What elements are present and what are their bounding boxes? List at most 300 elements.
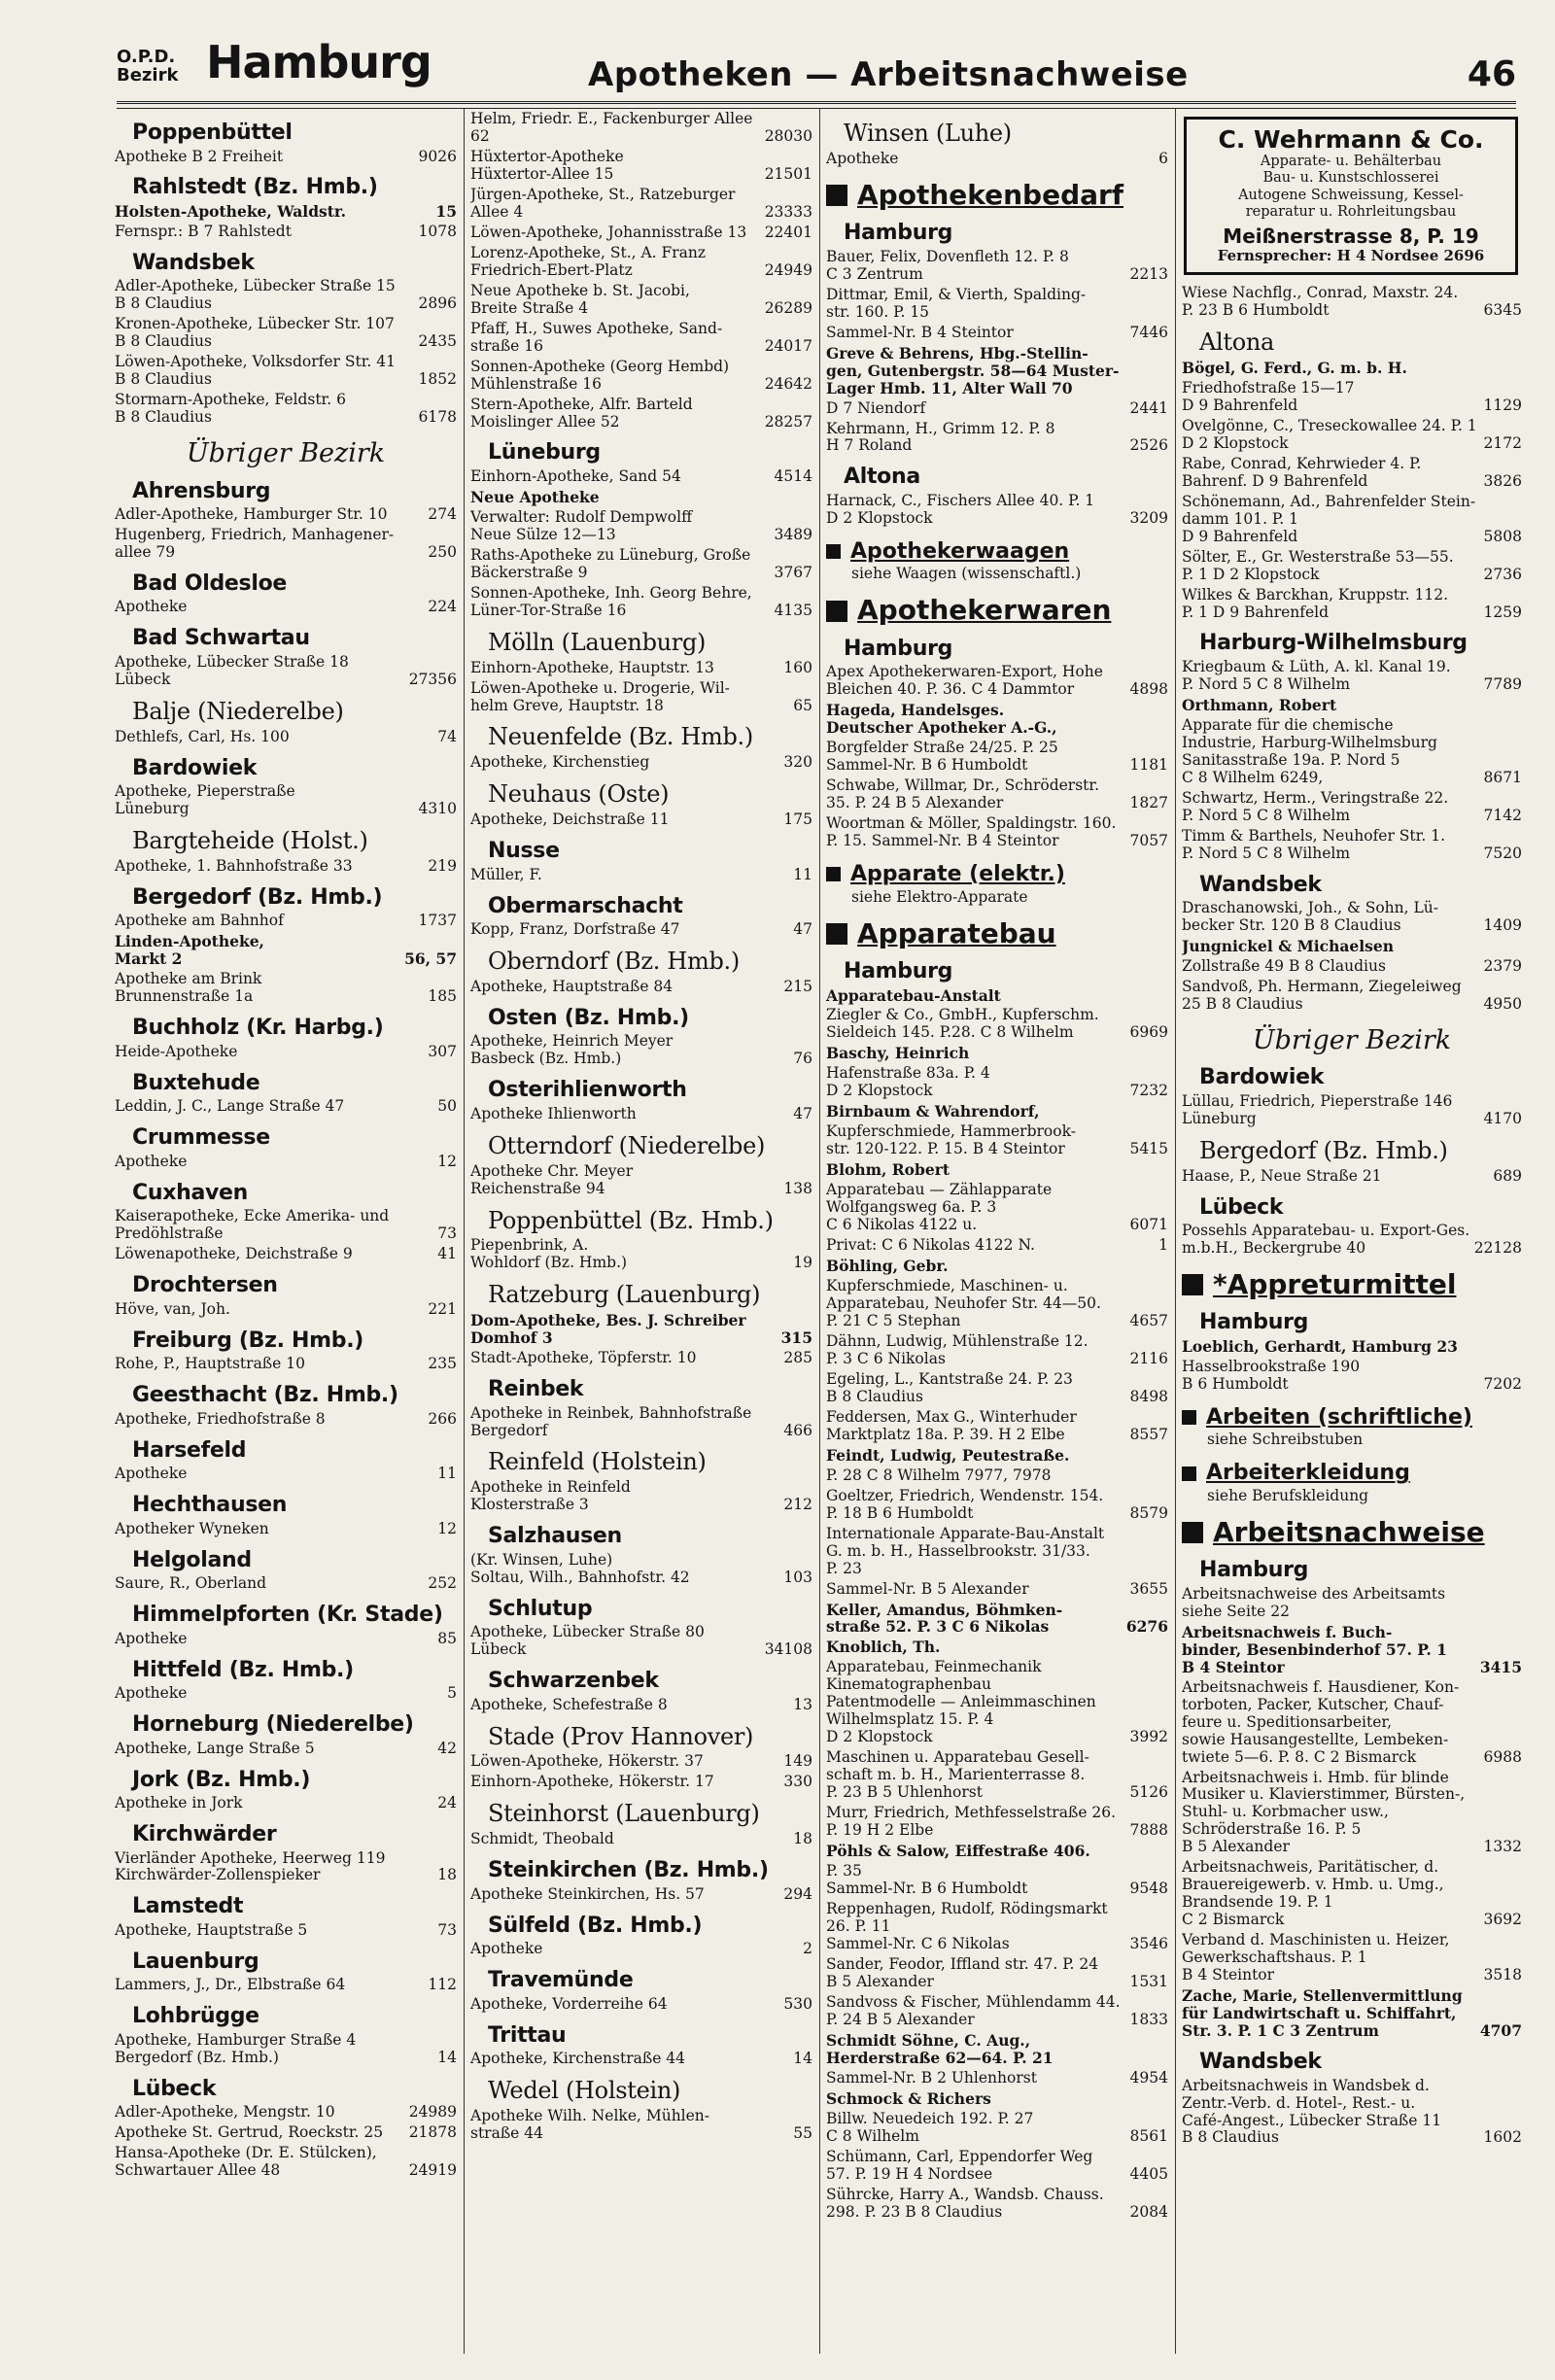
phone-number: 18 — [793, 1830, 812, 1848]
phone-number: 7520 — [1483, 844, 1522, 862]
phone-number: 4707 — [1479, 2021, 1522, 2041]
place-heading: Steinkirchen (Bz. Hmb.) — [488, 1858, 769, 1883]
phone-number: 3992 — [1129, 1728, 1168, 1746]
entry-text: D 7 Niendorf — [826, 398, 926, 417]
phone-number: 250 — [428, 542, 457, 561]
entry-text: Dittmar, Emil, & Vierth, Spalding- str. 160. P. 15 — [826, 285, 1087, 321]
directory-entry — [826, 1447, 1168, 1465]
directory-entry — [115, 2032, 457, 2067]
phone-number: 307 — [428, 1042, 457, 1060]
entry-text: Apotheke, Friedhofstraße 8 — [115, 1409, 326, 1428]
directory-entry — [1182, 1932, 1522, 1984]
directory-entry — [1182, 828, 1522, 863]
place-heading: Mölln (Lauenburg) — [488, 628, 707, 656]
place-heading: Lübeck — [1199, 1194, 1284, 1220]
phone-number: 14 — [793, 2050, 812, 2068]
directory-entry — [470, 224, 812, 242]
phone-number: 24989 — [408, 2103, 457, 2121]
category-heading — [826, 918, 1168, 949]
city-title: Hamburg — [206, 36, 432, 88]
place-heading: Neuhaus (Oste) — [488, 780, 670, 809]
directory-entry — [115, 1246, 457, 1263]
directory-entry — [826, 1371, 1168, 1406]
phone-number: 8498 — [1129, 1387, 1168, 1405]
phone-number: 73 — [437, 1224, 457, 1243]
directory-entry — [115, 1411, 457, 1429]
entry-text: Lüllau, Friedrich, Pieperstraße 146 Lüneburg — [1182, 1091, 1453, 1127]
entry-text: Stern-Apotheke, Alfr. Barteld Moislinger Allee 52 — [470, 395, 693, 431]
phone-number: 22401 — [764, 223, 812, 241]
phone-number: 47 — [793, 920, 812, 939]
directory-entry — [826, 1467, 1168, 1485]
place-heading: Horneburg (Niederelbe) — [132, 1712, 414, 1738]
entry-text: Apotheke, Heinrich Meyer Basbeck (Bz. Hmb.) — [470, 1032, 674, 1068]
entry-text: Jungnickel & Michaelsen — [1182, 937, 1394, 956]
entry-text: Apotheker Wyneken — [115, 1519, 269, 1537]
square-bullet-icon — [826, 923, 847, 945]
entry-text: Baschy, Heinrich — [826, 1044, 970, 1063]
phone-number: 21501 — [764, 164, 812, 183]
place-heading: Hamburg — [844, 636, 953, 661]
entry-text: Privat: C 6 Nikolas 4122 N. — [826, 1236, 1035, 1255]
directory-entry — [115, 392, 457, 427]
directory-entry — [1182, 2078, 1522, 2148]
phone-number: 41 — [437, 1245, 457, 1263]
entry-text: Helm, Friedr. E., Fackenburger Allee 62 — [470, 111, 753, 145]
category-heading — [826, 539, 1168, 565]
directory-entry — [470, 1886, 812, 1904]
directory-entry — [470, 111, 812, 146]
place-heading: Lauenburg — [132, 1949, 259, 1974]
phone-number: 5808 — [1483, 527, 1522, 545]
phone-number: 9548 — [1129, 1880, 1168, 1898]
directory-entry — [826, 777, 1168, 812]
entry-text: Rohe, P., Hauptstraße 10 — [115, 1355, 305, 1373]
phone-number: 14 — [437, 2048, 457, 2066]
entry-text: Löwenapotheke, Deichstraße 9 — [115, 1245, 353, 1263]
phone-number: 274 — [428, 505, 457, 524]
entry-text: Schwartz, Herm., Veringstraße 22. P. Nord 5 C 8 Wilhelm — [1182, 788, 1449, 824]
entry-text: Apotheke, Kirchenstieg — [470, 753, 650, 772]
entry-text: Feindt, Ludwig, Peutestraße. — [826, 1445, 1070, 1465]
directory-entry — [115, 527, 457, 562]
directory-entry — [470, 1941, 812, 1958]
phone-number: 4135 — [774, 601, 812, 619]
entry-text: Apotheke — [470, 1940, 543, 1958]
phone-number: 5415 — [1129, 1140, 1168, 1158]
entry-text: Apotheke, Deichstraße 11 — [470, 811, 670, 829]
entry-text: Reppenhagen, Rudolf, Rödingsmarkt 26. P. 11 Sammel-Nr. C 6 Nikolas — [826, 1900, 1108, 1952]
phone-number: 2435 — [418, 332, 457, 351]
entry-text: Kehrmann, H., Grimm 12. P. 8 H 7 Roland — [826, 419, 1055, 455]
entry-text: Neue Apotheke b. St. Jacobi, Breite Straße 4 — [470, 281, 690, 317]
place-heading: Hamburg — [844, 959, 953, 983]
ad-line: Autogene Schweissung, Kessel- — [1238, 187, 1464, 203]
entry-text: Apotheke, Lange Straße 5 — [115, 1739, 315, 1757]
phone-number: 3415 — [1479, 1657, 1522, 1676]
entry-text: Lammers, J., Dr., Elbstraße 64 — [115, 1976, 346, 1994]
phone-number: 235 — [428, 1355, 457, 1373]
entry-text: Apotheke — [826, 149, 899, 167]
place-heading: Ahrensburg — [132, 478, 271, 503]
phone-number: 6345 — [1483, 301, 1522, 320]
phone-number: 24642 — [764, 374, 812, 393]
directory-entry — [470, 283, 812, 318]
entry-text: Murr, Friedrich, Methfesselstraße 26. P. 19 H 2 Elbe — [826, 1804, 1117, 1840]
entry-text: Greve & Behrens, Hbg.-Stellin- gen, Gutenbergstr. 58—64 Muster- Lager Hmb. 11, Alter Wall 70 — [826, 343, 1120, 397]
entry-text: Ovelgönne, C., Treseckowallee 24. P. 1 D 2 Klopstock — [1182, 416, 1477, 452]
phone-number: 1409 — [1483, 916, 1522, 935]
place-heading: Poppenbüttel (Bz. Hmb.) — [488, 1206, 774, 1234]
phone-number: 1737 — [418, 912, 457, 930]
phone-number: 266 — [428, 1409, 457, 1428]
place-heading: Helgoland — [132, 1547, 252, 1572]
directory-entry — [115, 599, 457, 616]
phone-number: 8579 — [1129, 1503, 1168, 1522]
phone-number: 23333 — [764, 202, 812, 221]
directory-entry — [826, 1333, 1168, 1368]
phone-number: 4405 — [1129, 2164, 1168, 2183]
place-heading: Jork (Bz. Hmb.) — [132, 1767, 311, 1792]
directory-entry — [1182, 1624, 1522, 1676]
entry-text: Leddin, J. C., Lange Straße 47 — [115, 1097, 345, 1116]
phone-number: 294 — [783, 1884, 812, 1903]
phone-number: 1129 — [1483, 396, 1522, 414]
place-heading: Schlutup — [488, 1596, 593, 1621]
phone-number: 1181 — [1129, 756, 1168, 775]
directory-entry — [1182, 790, 1522, 825]
phone-number: 24017 — [764, 336, 812, 355]
phone-number: 185 — [428, 987, 457, 1006]
directory-entry — [115, 783, 457, 818]
phone-number: 7057 — [1129, 832, 1168, 850]
directory-entry — [115, 506, 457, 524]
phone-number: 6988 — [1483, 1747, 1522, 1766]
entry-text: Loeblich, Gerhardt, Hamburg 23 — [1182, 1336, 1458, 1356]
directory-entry — [470, 1831, 812, 1848]
directory-entry — [826, 740, 1168, 775]
phone-number: 6071 — [1129, 1216, 1168, 1234]
phone-number: 4954 — [1129, 2068, 1168, 2087]
directory-entry — [1182, 659, 1522, 694]
phone-number: 22128 — [1473, 1239, 1522, 1258]
phone-number: 2213 — [1129, 264, 1168, 283]
phone-number: 103 — [783, 1568, 812, 1586]
phone-number: 2526 — [1129, 436, 1168, 455]
directory-entry — [826, 1526, 1168, 1578]
phone-number: 2084 — [1129, 2202, 1168, 2221]
header-rule — [117, 101, 1516, 109]
directory-entry — [1182, 1359, 1522, 1394]
entry-text: Arbeitsnachweis f. Buch- binder, Besenbinderhof 57. P. 1 B 4 Steintor — [1182, 1622, 1447, 1676]
entry-text: Egeling, L., Kantstraße 24. P. 23 B 8 Claudius — [826, 1369, 1073, 1405]
directory-entry — [470, 468, 812, 486]
phone-number: 6178 — [418, 408, 457, 427]
entry-text: Bauer, Felix, Dovenfleth 12. P. 8 C 3 Zentrum — [826, 247, 1069, 283]
phone-number: 8557 — [1129, 1425, 1168, 1443]
page-number: 46 — [1467, 54, 1516, 94]
phone-number: 3518 — [1483, 1966, 1522, 1984]
place-heading: Lüneburg — [488, 440, 601, 466]
place-heading: Poppenbüttel — [132, 121, 293, 145]
directory-entry — [826, 1581, 1168, 1599]
phone-number: 65 — [793, 696, 812, 714]
entry-text: Schmidt, Theobald — [470, 1830, 614, 1848]
entry-text: Arbeitsnachweise des Arbeitsamts siehe Seite 22 — [1182, 1584, 1446, 1620]
place-heading: Wedel (Holstein) — [488, 2077, 681, 2105]
section-subheading: Übriger Bezirk — [1252, 1024, 1452, 1055]
category-title: Apothekenbedarf — [857, 178, 1124, 211]
directory-entry — [826, 2032, 1168, 2067]
entry-text: Goeltzer, Friedrich, Wendenstr. 154. P. 18 B 6 Humboldt — [826, 1486, 1104, 1522]
phone-number: 56, 57 — [404, 949, 457, 969]
place-heading: Geesthacht (Bz. Hmb.) — [132, 1383, 398, 1408]
cross-reference: siehe Waagen (wissenschaftl.) — [851, 565, 1082, 583]
directory-entry — [1182, 979, 1522, 1014]
square-bullet-icon — [826, 867, 841, 881]
entry-text: Zollstraße 49 B 8 Claudius — [1182, 957, 1386, 976]
place-heading: Trittau — [488, 2022, 567, 2048]
phone-number: 13 — [793, 1695, 812, 1713]
place-heading: Buxtehude — [132, 1070, 260, 1095]
directory-entry — [470, 1697, 812, 1714]
directory-entry — [115, 1741, 457, 1758]
directory-entry — [115, 316, 457, 351]
entry-text: (Kr. Winsen, Luhe) Soltau, Wilh., Bahnhofstr. 42 — [470, 1550, 690, 1586]
category-title: Apparate (elektr.) — [850, 862, 1065, 887]
entry-text: Apotheke, Lübecker Straße 80 Lübeck — [470, 1623, 705, 1659]
entry-text: Possehls Apparatebau- u. Export-Ges. m.b.H., Beckergrube 40 — [1182, 1222, 1470, 1258]
phone-number: 24949 — [764, 260, 812, 279]
entry-text: Schmidt Söhne, C. Aug., Herderstraße 62—64. P. 21 — [826, 2030, 1054, 2067]
entry-text: Apparatebau, Feinmechanik Kinematographenbau Patentmodelle — Anleimmaschinen Wilhelmsplatz 15. P. 4 D 2 Klopstock — [826, 1658, 1096, 1746]
directory-entry — [826, 1065, 1168, 1100]
square-bullet-icon — [1182, 1410, 1196, 1425]
entry-text: Linden-Apotheke, Markt 2 — [115, 932, 264, 969]
place-heading: Wandsbek — [1199, 2050, 1322, 2075]
entry-text: Apotheke, Pieperstraße Lüneburg — [115, 782, 295, 818]
entry-text: Löwen-Apotheke u. Drogerie, Wil- helm Greve, Hauptstr. 18 — [470, 678, 730, 714]
place-heading: Balje (Niederelbe) — [132, 697, 344, 725]
directory-entry — [826, 287, 1168, 322]
entry-text: Wiese Nachflg., Conrad, Maxstr. 24. P. 23 B 6 Humboldt — [1182, 284, 1459, 320]
entry-text: Feddersen, Max G., Winterhuder Marktplatz 18a. P. 39. H 2 Elbe — [826, 1407, 1077, 1443]
place-heading: Hamburg — [1199, 1558, 1309, 1583]
phone-number: 138 — [783, 1179, 812, 1197]
entry-text: Apotheke in Reinbek, Bahnhofstraße Bergedorf — [470, 1403, 752, 1439]
entry-text: Apex Apothekerwaren-Export, Hohe Bleichen 40. P. 36. C 4 Dammtor — [826, 663, 1103, 699]
directory-entry — [115, 1795, 457, 1812]
phone-number: 2116 — [1129, 1349, 1168, 1367]
entry-text: Neue Apotheke — [470, 487, 600, 506]
entry-text: Draschanowski, Joh., & Sohn, Lü- becker Str. 120 B 8 Claudius — [1182, 899, 1438, 935]
directory-entry — [826, 815, 1168, 850]
square-bullet-icon — [1182, 1274, 1203, 1295]
entry-text: Apotheke — [115, 1465, 188, 1483]
directory-entry — [826, 664, 1168, 699]
directory-entry — [470, 1350, 812, 1367]
directory-entry — [115, 2104, 457, 2121]
ad-company-name: C. Wehrmann & Co. — [1218, 125, 1484, 154]
phone-number: 11 — [793, 865, 812, 883]
column-divider — [819, 109, 820, 2354]
phone-number: 47 — [793, 1104, 812, 1122]
entry-text: Einhorn-Apotheke, Hauptstr. 13 — [470, 658, 714, 676]
directory-entry — [1182, 380, 1522, 415]
entry-text: Sonnen-Apotheke (Georg Hembd) Mühlenstraße 16 — [470, 357, 730, 393]
entry-text: Pöhls & Salow, Eiffestraße 406. — [826, 1842, 1090, 1861]
directory-entry — [470, 979, 812, 996]
phone-number: 1332 — [1483, 1838, 1522, 1856]
directory-entry — [826, 2111, 1168, 2146]
category-heading — [1182, 1405, 1522, 1431]
ad-line: Bau- u. Kunstschlosserei — [1262, 170, 1439, 187]
entry-text: Holsten-Apotheke, Waldstr. — [115, 202, 347, 221]
entry-text: Apparatebau — Zählapparate Wolfgangsweg 6a. P. 3 C 6 Nikolas 4122 u. — [826, 1181, 1053, 1234]
phone-number: 76 — [793, 1050, 812, 1068]
entry-text: Heide-Apotheke — [115, 1042, 238, 1060]
directory-entry — [470, 1106, 812, 1123]
phone-number: 7142 — [1483, 806, 1522, 824]
directory-entry — [826, 1409, 1168, 1444]
place-heading: Schwarzenbek — [488, 1669, 659, 1694]
directory-entry — [826, 1956, 1168, 1991]
directory-entry — [470, 585, 812, 620]
directory-entry — [115, 1208, 457, 1243]
directory-entry — [470, 321, 812, 356]
entry-text: Apotheke in Jork — [115, 1794, 243, 1812]
directory-entry — [115, 1044, 457, 1061]
entry-text: Kaiserapotheke, Ecke Amerika- und Predöhlstraße — [115, 1207, 390, 1243]
entry-text: Orthmann, Robert — [1182, 695, 1337, 714]
entry-text: Sandvoss & Fischer, Mühlendamm 44. P. 24 B 5 Alexander — [826, 1992, 1121, 2028]
place-heading: Winsen (Luhe) — [844, 120, 1012, 147]
entry-text: Apotheke B 2 Freiheit — [115, 147, 284, 165]
phone-number: 6 — [1158, 149, 1168, 167]
directory-entry — [826, 1045, 1168, 1062]
directory-entry — [1182, 418, 1522, 453]
category-title: Arbeitsnachweise — [1213, 1515, 1485, 1548]
directory-entry — [470, 359, 812, 394]
place-heading: Cuxhaven — [132, 1180, 249, 1205]
directory-entry — [470, 547, 812, 582]
directory-entry — [1182, 697, 1522, 714]
entry-text: Maschinen u. Apparatebau Gesell- schaft m. b. H., Marienterrasse 8. P. 23 B 5 Uhlenhorst — [826, 1748, 1089, 1802]
entry-text: Arbeitsnachweis i. Hmb. für blinde Musiker u. Klavierstimmer, Bürsten-, Stuhl- u. Korbmacher usw., Schröderstraße 16. P. 5 B 5 Alexander — [1182, 1768, 1466, 1856]
entry-text: Apotheke Chr. Meyer Reichenstraße 94 — [470, 1161, 634, 1197]
entry-text: Verwalter: Rudolf Dempwolff Neue Sülze 12—13 — [470, 507, 693, 543]
phone-number: 34108 — [764, 1640, 812, 1659]
ad-line: Apparate- u. Behälterbau — [1260, 154, 1442, 169]
place-heading: Harsefeld — [132, 1437, 247, 1463]
entry-text: Stadt-Apotheke, Töpferstr. 10 — [470, 1349, 697, 1367]
entry-text: Vierländer Apotheke, Heerweg 119 Kirchwärder-Zollenspieker — [115, 1848, 386, 1884]
entry-text: Jürgen-Apotheke, St., Ratzeburger Allee 4 — [470, 185, 736, 221]
entry-text: Saure, R., Oberland — [115, 1574, 267, 1593]
place-heading: Crummesse — [132, 1125, 270, 1151]
phone-number: 1 — [1158, 1236, 1168, 1255]
entry-text: Apotheke — [115, 1152, 188, 1170]
square-bullet-icon — [826, 185, 847, 206]
directory-entry — [1182, 958, 1522, 976]
directory-entry — [1182, 1168, 1522, 1186]
directory-entry — [470, 397, 812, 431]
place-heading: Hechthausen — [132, 1493, 288, 1518]
entry-text: Sölter, E., Gr. Westerstraße 53—55. P. 1 D 2 Klopstock — [1182, 547, 1454, 583]
entry-text: Apotheke — [115, 1684, 188, 1703]
phone-number: 1602 — [1483, 2128, 1522, 2147]
directory-entry — [1182, 1679, 1522, 1767]
entry-text: Adler-Apotheke, Hamburger Str. 10 — [115, 505, 388, 524]
directory-entry — [115, 1631, 457, 1648]
directory-entry — [1182, 938, 1522, 955]
entry-text: Apparate für die chemische Industrie, Harburg-Wilhelmsburg Sanitasstraße 19a. P. Nord 5 C 8 Wilhelm 6249, — [1182, 715, 1437, 786]
column-4 — [1182, 111, 1522, 2351]
phone-number: 330 — [783, 1773, 812, 1791]
directory-entry — [826, 1843, 1168, 1860]
entry-text: Hageda, Handelsges. Deutscher Apotheker A.-G., — [826, 701, 1057, 738]
category-title: Apparatebau — [857, 916, 1056, 949]
place-heading: Bergedorf (Bz. Hmb.) — [132, 884, 383, 910]
phone-number: 12 — [437, 1519, 457, 1537]
entry-text: Wilkes & Barckhan, Kruppstr. 112. P. 1 D 9 Bahrenfeld — [1182, 585, 1448, 621]
phone-number: 8671 — [1483, 768, 1522, 786]
phone-number: 7888 — [1129, 1821, 1168, 1840]
entry-text: Apotheke — [115, 1629, 188, 1647]
place-heading: Salzhausen — [488, 1524, 622, 1549]
ad-phone: Fernsprecher: H 4 Nordsee 2696 — [1217, 246, 1485, 264]
phone-number: 2736 — [1483, 565, 1522, 583]
phone-number: 18 — [437, 1866, 457, 1884]
entry-text: Apotheke Steinkirchen, Hs. 57 — [470, 1884, 705, 1903]
directory-entry — [826, 1638, 1168, 1656]
phone-number: 252 — [428, 1574, 457, 1593]
column-1 — [115, 111, 457, 2351]
directory-entry — [470, 1624, 812, 1659]
entry-text: Einhorn-Apotheke, Sand 54 — [470, 466, 681, 485]
section-subheading: Übriger Bezirk — [186, 438, 386, 469]
directory-entry — [470, 811, 812, 829]
entry-text: Apotheke, Hauptstraße 5 — [115, 1920, 308, 1939]
entry-text: Hafenstraße 83a. P. 4 D 2 Klopstock — [826, 1064, 990, 1100]
directory-entry — [826, 1123, 1168, 1158]
directory-entry — [115, 933, 457, 968]
directory-entry — [826, 1182, 1168, 1234]
entry-text: Kupferschmiede, Hammerbrook- str. 120-122. P. 15. B 4 Steintor — [826, 1122, 1076, 1158]
phone-number: 1827 — [1129, 794, 1168, 812]
entry-text: Sammel-Nr. B 2 Uhlenhorst — [826, 2068, 1037, 2087]
directory-entry — [1182, 587, 1522, 622]
place-heading: Lübeck — [132, 2076, 217, 2101]
directory-entry — [470, 754, 812, 772]
phone-number: 42 — [437, 1739, 457, 1757]
place-heading: Harburg-Wilhelmsburg — [1199, 631, 1468, 656]
entry-text: Keller, Amandus, Böhmken- straße 52. P. 3 C 6 Nikolas — [826, 1600, 1063, 1637]
entry-text: Einhorn-Apotheke, Hökerstr. 17 — [470, 1773, 714, 1791]
phone-number: 285 — [783, 1349, 812, 1367]
phone-number: 4310 — [418, 800, 457, 818]
entry-text: Sander, Feodor, Iffland str. 47. P. 24 B 5 Alexander — [826, 1954, 1099, 1990]
directory-entry — [115, 1850, 457, 1885]
directory-entry — [826, 151, 1168, 168]
phone-number: 5126 — [1129, 1783, 1168, 1802]
phone-number: 19 — [793, 1254, 812, 1272]
place-heading: Rahlstedt (Bz. Hmb.) — [132, 175, 378, 200]
phone-number: 9026 — [418, 147, 457, 165]
entry-text: Harnack, C., Fischers Allee 40. P. 1 D 2 Klopstock — [826, 491, 1095, 527]
directory-entry — [1182, 285, 1522, 320]
phone-number: 320 — [783, 753, 812, 772]
